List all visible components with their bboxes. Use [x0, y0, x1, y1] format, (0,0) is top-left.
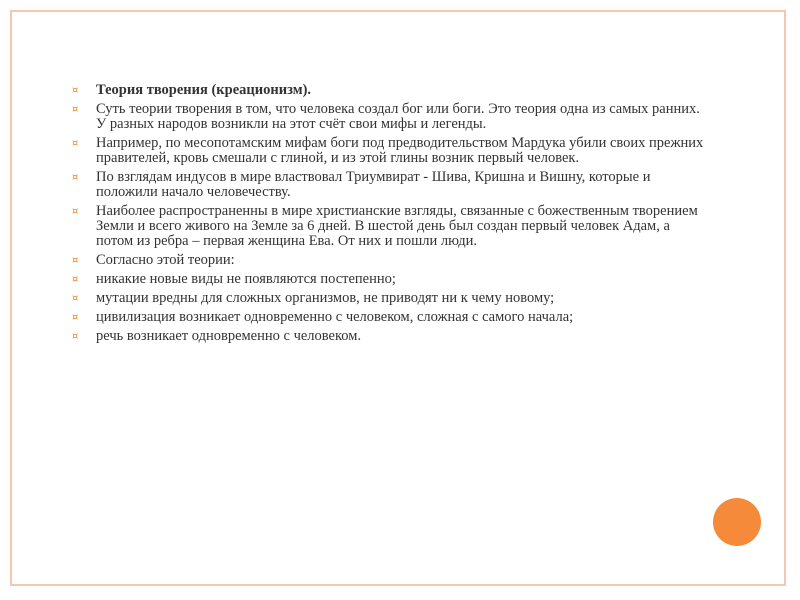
slide-content: [70, 83, 710, 348]
slide-heading: Теория творения (креационизм).: [96, 82, 312, 98]
bullet-text: мутации вредны для сложных организмов, не приводят ни к чему новому;: [96, 290, 555, 306]
bullet-text: Например, по месопотамским мифам боги под предводительством Мардука убили своих прежних правителей, кровь смешали с глиной, и из этой глины возник первый человек.: [96, 135, 704, 166]
bullet-icon: ¤: [72, 274, 79, 285]
bullet-text: Суть теории творения в том, что человека создал бог или боги. Это теория одна из самых ранних. У разных народов возникли на этот счёт свои мифы и легенды.: [96, 101, 700, 132]
bullet-text: цивилизация возникает одновременно с человеком, сложная с самого начала;: [96, 309, 574, 325]
bullet-icon: ¤: [72, 104, 79, 115]
bullet-icon: ¤: [72, 85, 79, 96]
bullet-text: По взглядам индусов в мире властвовал Триумвират - Шива, Кришна и Вишну, которые и положили начало человечеству.: [96, 169, 651, 200]
bullet-item: [70, 272, 710, 287]
bullet-text: Согласно этой теории:: [96, 252, 235, 268]
bullet-text: Наиболее распространенны в мире христианские взгляды, связанные с божественным творением Земли и всего живого на Земле за 6 дней. В шестой день был создан первый человек Адам, а потом из ребра – первая женщина Ева. От них и пошли люди.: [96, 203, 698, 249]
bullet-icon: ¤: [72, 206, 79, 217]
bullet-item: [70, 102, 710, 132]
bullet-icon: ¤: [72, 312, 79, 323]
bullet-text: речь возникает одновременно с человеком.: [96, 328, 362, 344]
bullet-icon: ¤: [72, 138, 79, 149]
bullet-item: [70, 204, 710, 249]
bullet-item: [70, 291, 710, 306]
bullet-item: [70, 136, 710, 166]
bullet-icon: ¤: [72, 255, 79, 266]
bullet-icon: ¤: [72, 293, 79, 304]
orange-circle-decoration: [713, 498, 761, 546]
bullet-icon: ¤: [72, 172, 79, 183]
bullet-item: [70, 253, 710, 268]
bullet-item-title: [70, 83, 710, 98]
bullet-icon: ¤: [72, 331, 79, 342]
bullet-text: никакие новые виды не появляются постепенно;: [96, 271, 396, 287]
bullet-item: [70, 329, 710, 344]
bullet-item: [70, 170, 710, 200]
bullet-item: [70, 310, 710, 325]
